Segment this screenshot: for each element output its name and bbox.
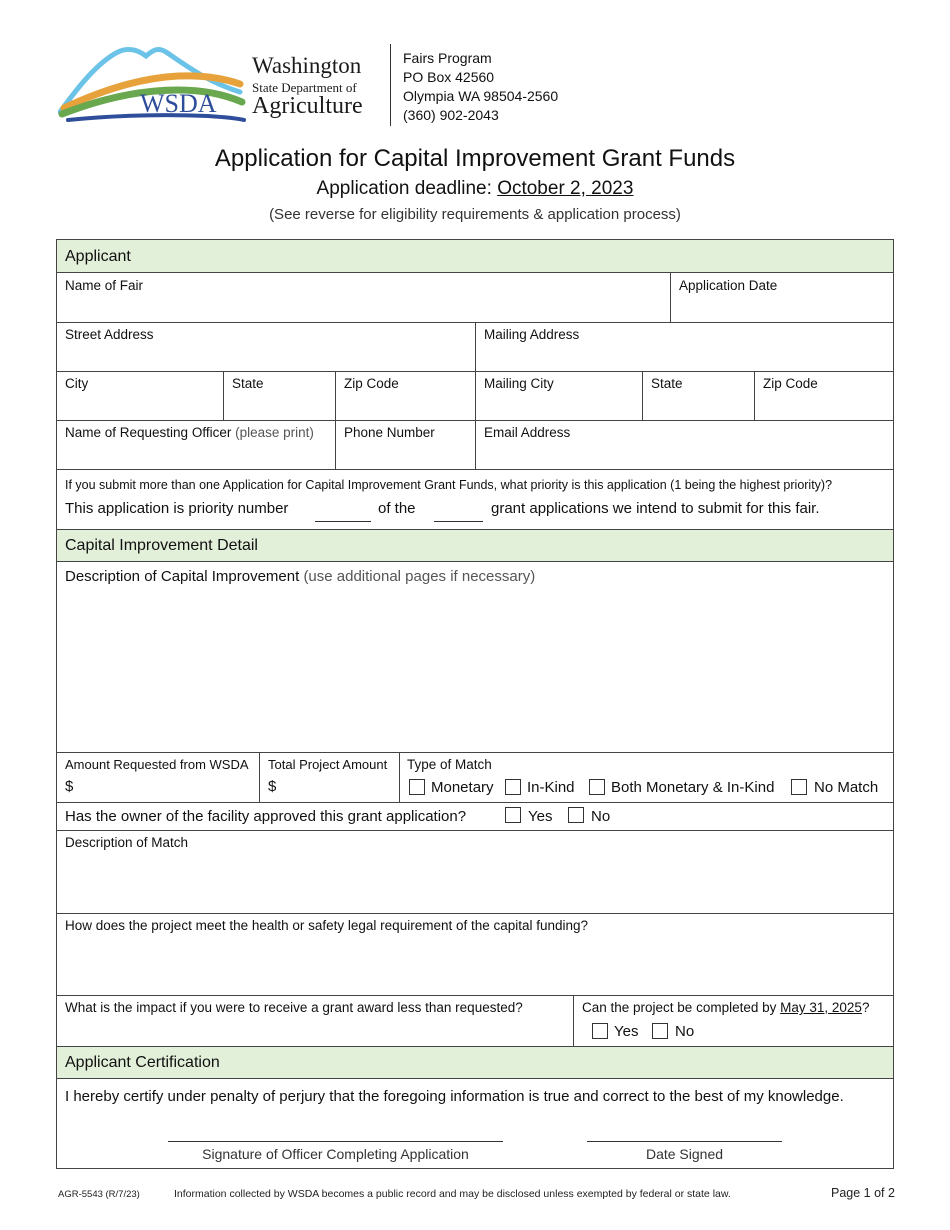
org-name-line3: Agriculture (252, 93, 363, 119)
state-field[interactable] (224, 372, 335, 419)
application-form (56, 239, 894, 1169)
certification-statement: I hereby certify under penalty of perjury that the foregoing information is true and correct to the best of my knowledge. (65, 1088, 844, 1105)
officer-name-note: (please print) (235, 425, 314, 440)
total-applications-blank[interactable] (434, 521, 483, 522)
owner-approval-yes-checkbox[interactable] (505, 807, 521, 823)
amount-requested-label: Amount Requested from WSDA (65, 757, 249, 772)
officer-name-field[interactable] (57, 421, 335, 469)
description-note: (use additional pages if necessary) (303, 568, 536, 585)
org-name (252, 54, 363, 118)
section-capital-improvement-detail: Capital Improvement Detail (57, 529, 893, 562)
priority-text-2: of the (378, 500, 416, 517)
application-date-label: Application Date (679, 278, 778, 293)
match-description-label: Description of Match (65, 835, 189, 850)
match-monetary-checkbox[interactable] (409, 779, 425, 795)
application-date-field[interactable] (671, 273, 893, 322)
priority-number-blank[interactable] (315, 521, 371, 522)
type-of-match-label: Type of Match (407, 757, 492, 772)
zip-label: Zip Code (344, 376, 399, 391)
priority-text-1: This application is priority number (65, 500, 289, 517)
mailing-city-field[interactable] (476, 372, 641, 419)
mailing-state-field[interactable] (643, 372, 754, 419)
section-applicant-certification: Applicant Certification (57, 1046, 893, 1079)
email-address-label: Email Address (484, 425, 571, 440)
date-signed-line[interactable] (587, 1141, 782, 1142)
city-label: City (65, 376, 89, 391)
completion-question (582, 1000, 869, 1015)
completion-yes-checkbox[interactable] (592, 1023, 608, 1039)
match-in-kind-checkbox[interactable] (505, 779, 521, 795)
impact-field[interactable] (57, 996, 573, 1046)
match-description-field[interactable] (57, 831, 893, 913)
email-address-field[interactable] (476, 421, 893, 469)
section-applicant: Applicant (57, 240, 893, 273)
public-record-disclaimer: Information collected by WSDA becomes a public record and may be disclosed unless exempted by federal or state law. (174, 1188, 731, 1200)
state-label: State (232, 376, 264, 391)
match-in-kind-label: In-Kind (527, 779, 575, 796)
mailing-zip-field[interactable] (755, 372, 893, 419)
owner-approval-yes-label: Yes (528, 808, 553, 825)
mailing-address-label: Mailing Address (484, 327, 580, 342)
page-number: Page 1 of 2 (831, 1186, 895, 1200)
street-address-label: Street Address (65, 327, 154, 342)
description-field[interactable] (57, 563, 893, 751)
zip-field[interactable] (336, 372, 475, 419)
match-none-checkbox[interactable] (791, 779, 807, 795)
completion-question-mark: ? (861, 1000, 870, 1015)
wsda-logo-graphic (58, 42, 248, 126)
header-divider (390, 44, 391, 126)
name-of-fair-label: Name of Fair (65, 278, 144, 293)
completion-no-label: No (675, 1023, 695, 1040)
description-text: Description of Capital Improvement (65, 568, 300, 585)
completion-date: May 31, 2025 (780, 1000, 862, 1015)
health-safety-field[interactable] (57, 914, 893, 995)
wsda-logo (58, 42, 248, 126)
match-monetary-label: Monetary (431, 779, 494, 796)
divider (399, 753, 400, 803)
address-line: Fairs Program (403, 50, 492, 66)
officer-name-text: Name of Requesting Officer (65, 425, 232, 440)
phone-number-label: Phone Number (344, 425, 435, 440)
signature-label: Signature of Officer Completing Application (202, 1146, 469, 1162)
completion-no-checkbox[interactable] (652, 1023, 668, 1039)
deadline-label: Application deadline: (316, 178, 492, 199)
owner-approval-no-checkbox[interactable] (568, 807, 584, 823)
mailing-city-label: Mailing City (484, 376, 554, 391)
reverse-note: (See reverse for eligibility requirements & application process) (269, 206, 681, 223)
application-deadline (0, 178, 950, 200)
completion-yes-label: Yes (614, 1023, 639, 1040)
phone-number-field[interactable] (336, 421, 475, 469)
owner-approval-no-label: No (591, 808, 611, 825)
divider (573, 996, 574, 1047)
total-amount-label: Total Project Amount (268, 757, 388, 772)
total-amount-field[interactable] (260, 753, 399, 802)
match-none-label: No Match (814, 779, 879, 796)
name-of-fair-field[interactable] (57, 273, 670, 322)
address-line: PO Box 42560 (403, 69, 495, 85)
address-line: Olympia WA 98504-2560 (403, 88, 559, 104)
owner-approval-question: Has the owner of the facility approved this grant application? (65, 808, 467, 825)
city-field[interactable] (57, 372, 223, 419)
date-signed-label: Date Signed (645, 1146, 724, 1162)
org-name-line2: State Department of (252, 80, 357, 95)
mailing-state-label: State (651, 376, 683, 391)
street-address-field[interactable] (57, 323, 475, 371)
mailing-address-field[interactable] (476, 323, 893, 371)
divider (57, 469, 893, 470)
deadline-date: October 2, 2023 (497, 178, 634, 199)
form-id: AGR-5543 (R/7/23) (58, 1189, 140, 1200)
page-title: Application for Capital Improvement Grant Funds (214, 145, 736, 172)
total-amount-dollar: $ (268, 778, 277, 795)
match-both-checkbox[interactable] (589, 779, 605, 795)
amount-requested-dollar: $ (65, 778, 74, 795)
logo-wordmark: WSDA (140, 89, 217, 118)
health-safety-question: How does the project meet the health or safety legal requirement of the capital funding? (65, 918, 589, 933)
amount-requested-field[interactable] (57, 753, 259, 802)
completion-question-text: Can the project be completed by (582, 1000, 777, 1015)
org-name-line1: Washington (252, 53, 362, 78)
priority-text-3: grant applications we intend to submit for this fair. (491, 500, 820, 517)
priority-question: If you submit more than one Application for Capital Improvement Grant Funds, what priority is this application (1 being the highest priority)? (65, 478, 833, 492)
mailing-zip-label: Zip Code (763, 376, 818, 391)
address-line: (360) 902-2043 (403, 107, 499, 123)
program-address (403, 49, 558, 125)
signature-line[interactable] (168, 1141, 503, 1142)
impact-question: What is the impact if you were to receive a grant award less than requested? (65, 1000, 523, 1015)
match-both-label: Both Monetary & In-Kind (611, 779, 775, 796)
divider (57, 802, 893, 803)
